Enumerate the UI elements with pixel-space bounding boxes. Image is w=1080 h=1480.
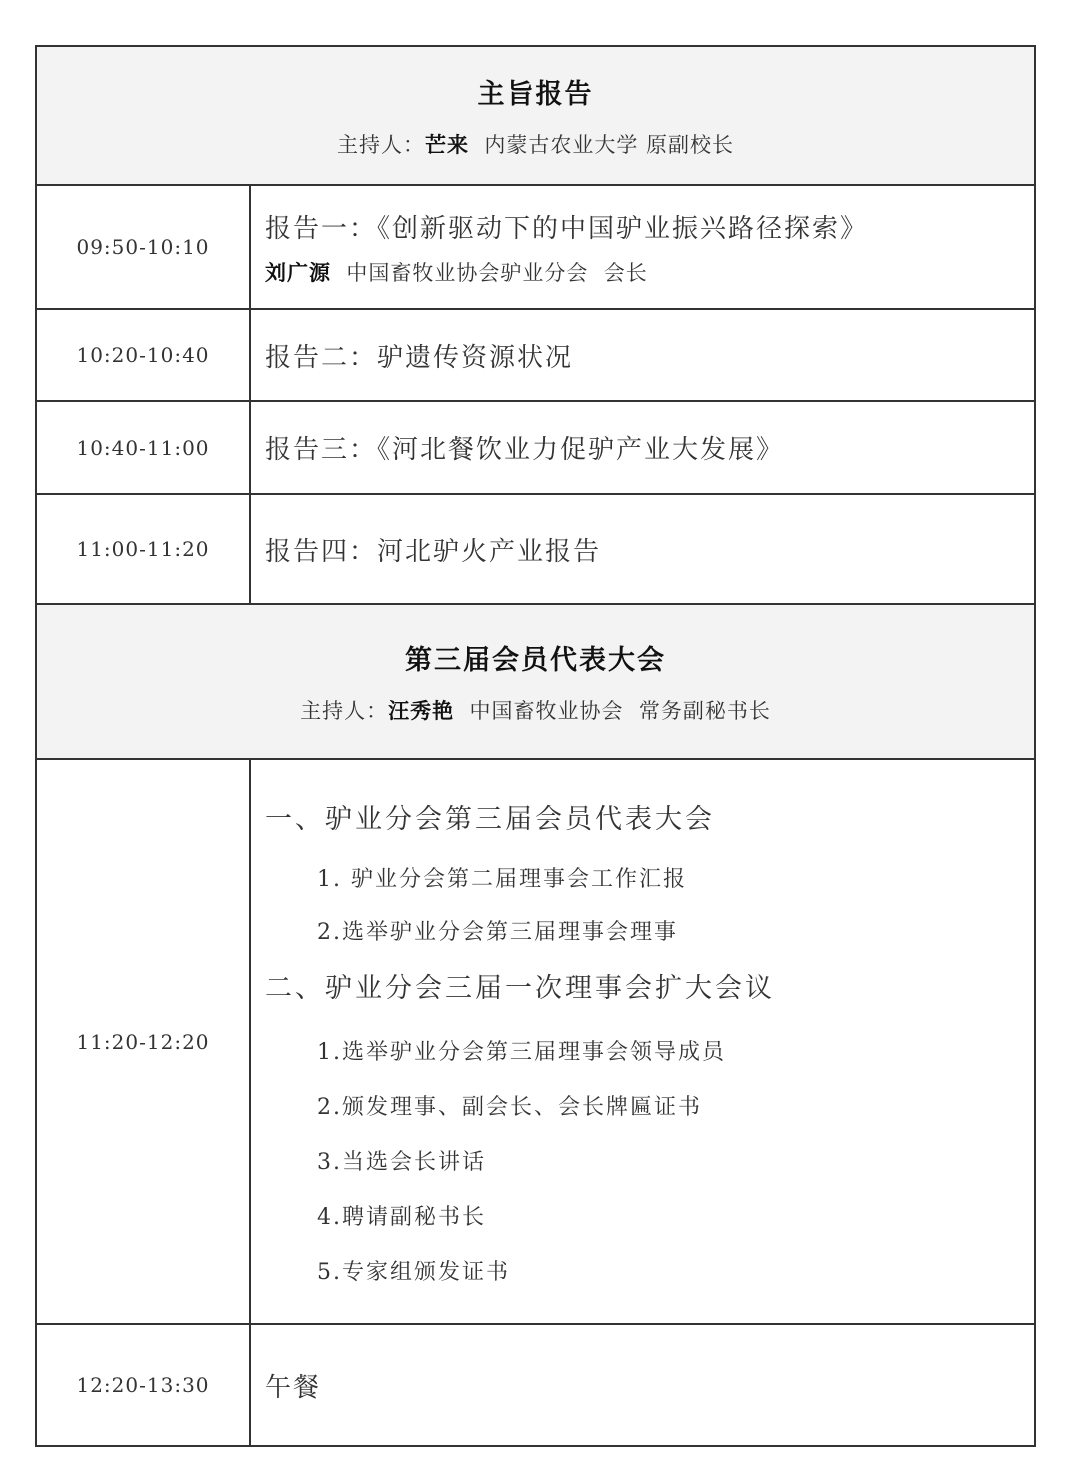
host-name: 芒来 — [424, 133, 469, 157]
agenda-item: 1.选举驴业分会第三届理事会领导成员 — [317, 1040, 726, 1065]
time-cell: 11:00-11:20 — [36, 494, 250, 604]
report-title: 报告四：河北驴火产业报告 — [250, 494, 1035, 604]
content-cell — [250, 759, 1035, 1324]
time-cell: 12:20-13:30 — [36, 1324, 250, 1446]
table-row — [36, 1324, 1035, 1446]
report-title: 报告一：《创新驱动下的中国驴业振兴路径探索》 — [265, 213, 869, 244]
content-cell — [250, 185, 1035, 309]
time-cell: 09:50-10:10 — [36, 185, 250, 309]
report-title: 报告三：《河北餐饮业力促驴产业大发展》 — [250, 401, 1035, 494]
agenda-item: 4.聘请副秘书长 — [317, 1205, 486, 1230]
table-row — [36, 494, 1035, 604]
host-line: 主持人：汪秀艳 中国畜牧业协会 常务副秘书长 — [300, 699, 771, 723]
time-cell: 10:20-10:40 — [36, 309, 250, 401]
section-title: 第三届会员代表大会 — [405, 645, 666, 676]
table-row — [36, 401, 1035, 494]
table-row — [36, 759, 1035, 1324]
table-row — [36, 185, 1035, 309]
lunch-label: 午餐 — [250, 1324, 1035, 1446]
section-title: 主旨报告 — [477, 79, 594, 110]
table-row — [36, 309, 1035, 401]
agenda-table — [35, 45, 1036, 1447]
agenda-section-1: 一、驴业分会第三届会员代表大会 — [265, 804, 715, 835]
host-name: 汪秀艳 — [388, 699, 455, 723]
report-title: 报告二：驴遗传资源状况 — [250, 309, 1035, 401]
host-line: 主持人：芒来 内蒙古农业大学 原副校长 — [336, 133, 735, 157]
agenda-section-2: 二、驴业分会三届一次理事会扩大会议 — [265, 973, 775, 1004]
agenda-item: 1. 驴业分会第二届理事会工作汇报 — [317, 867, 687, 892]
congress-header — [36, 604, 1035, 759]
keynote-header — [36, 46, 1035, 185]
agenda-item: 5.专家组颁发证书 — [317, 1260, 510, 1285]
time-cell: 10:40-11:00 — [36, 401, 250, 494]
time-cell: 11:20-12:20 — [36, 759, 250, 1324]
agenda-item: 2.选举驴业分会第三届理事会理事 — [317, 920, 678, 945]
agenda-item: 3.当选会长讲话 — [317, 1150, 486, 1175]
speaker-line: 刘广源 中国畜牧业协会驴业分会 会长 — [265, 260, 648, 285]
agenda-item: 2.颁发理事、副会长、会长牌匾证书 — [317, 1095, 702, 1120]
